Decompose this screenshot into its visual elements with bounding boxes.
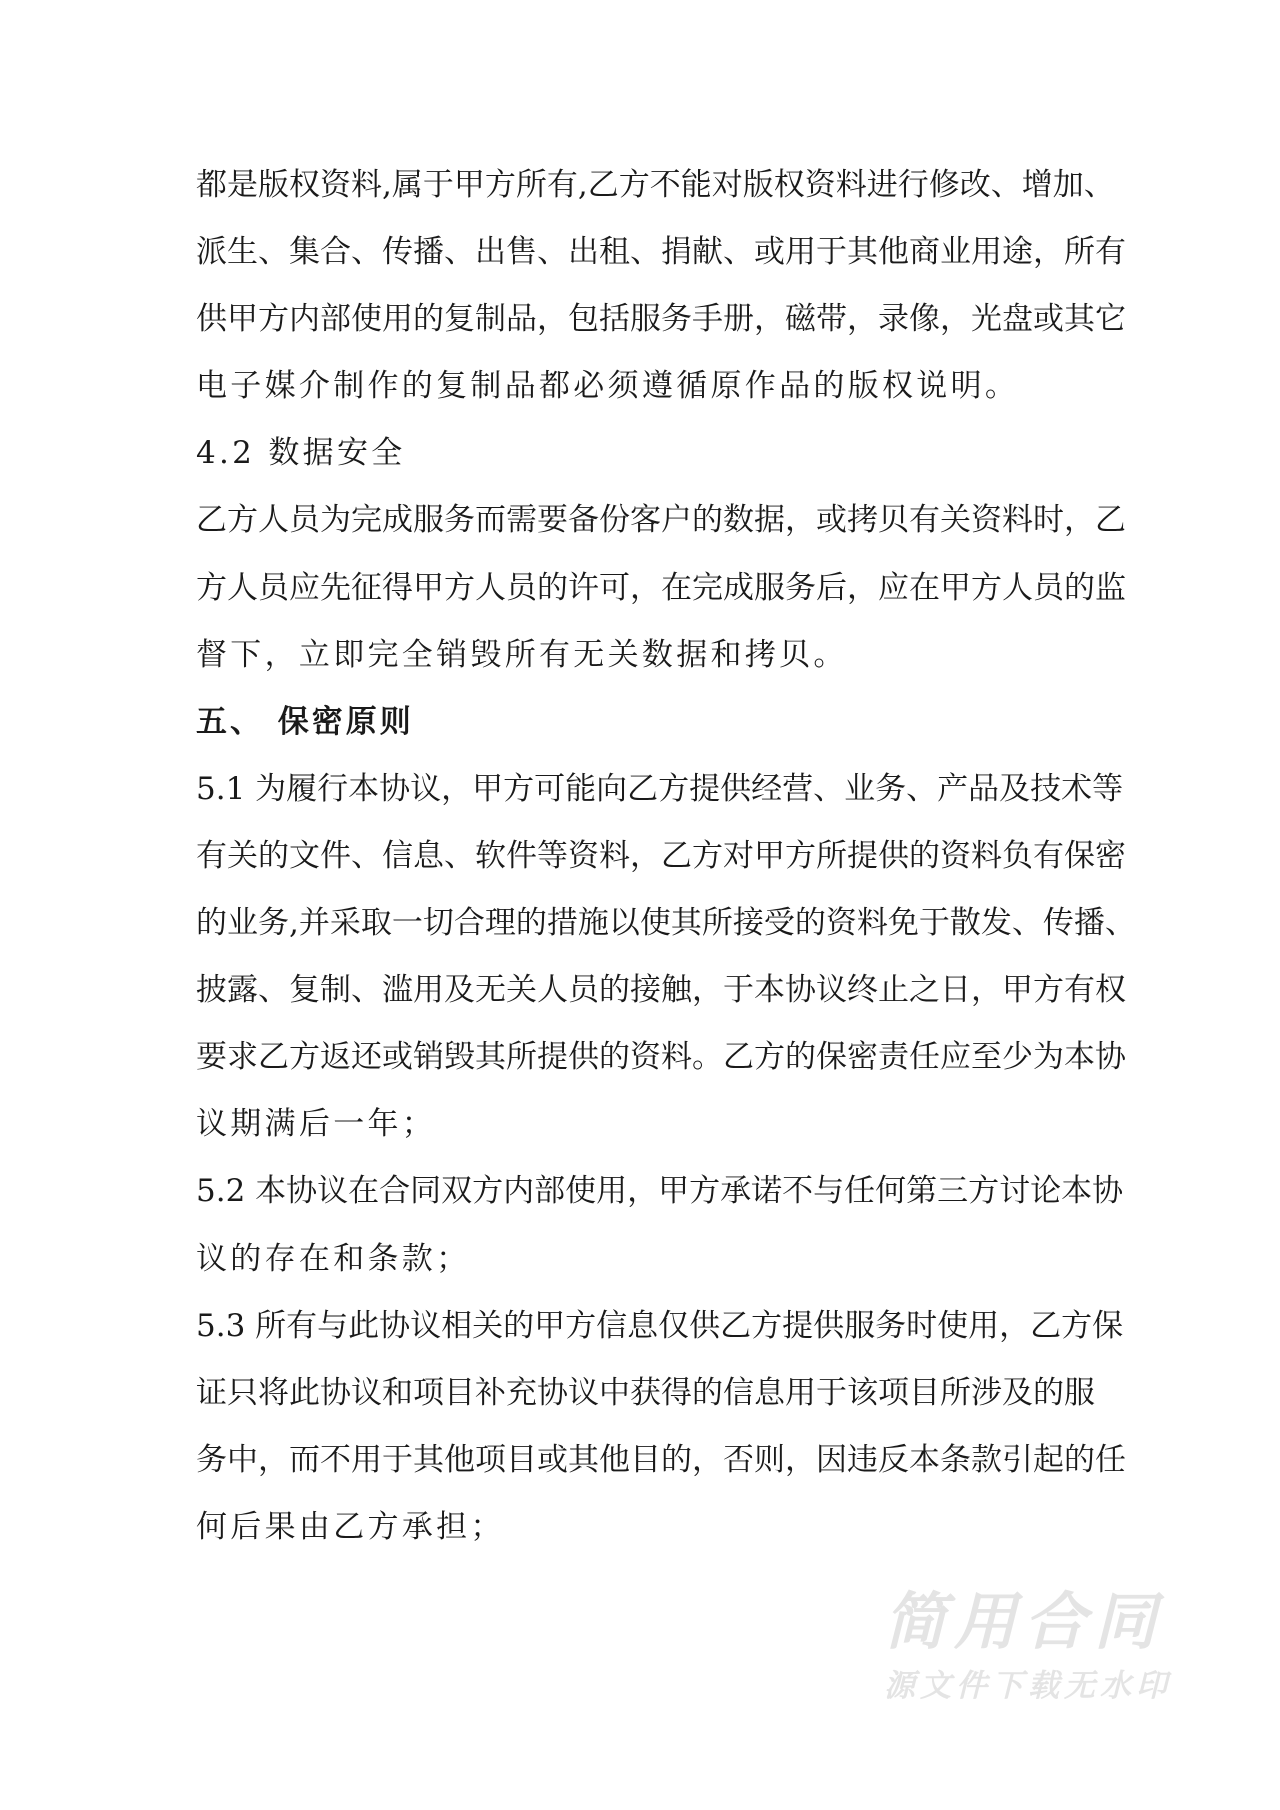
paragraph-line: 督下，立即完全销毁所有无关数据和拷贝。 bbox=[196, 636, 848, 673]
paragraph-line: 有关的文件、信息、软件等资料，乙方对甲方所提供的资料负有保密 bbox=[196, 837, 1126, 874]
watermark-title: 简用合同 bbox=[884, 1585, 1165, 1658]
watermark-subtitle: 源文件下载无水印 bbox=[884, 1668, 1172, 1704]
paragraph-line: 议期满后一年； bbox=[196, 1106, 437, 1143]
subsection-title-4-2: 4.2 数据安全 bbox=[196, 435, 406, 472]
paragraph-line: 的业务,并采取一切合理的措施以使其所接受的资料免于散发、传播、 bbox=[196, 905, 1136, 942]
paragraph-line: 乙方人员为完成服务而需要备份客户的数据，或拷贝有关资料时，乙 bbox=[196, 502, 1126, 539]
paragraph-line: 何后果由乙方承担； bbox=[196, 1508, 505, 1545]
paragraph-line: 披露、复制、滥用及无关人员的接触，于本协议终止之日，甲方有权 bbox=[196, 972, 1126, 1009]
paragraph-line: 议的存在和条款； bbox=[196, 1240, 471, 1277]
paragraph-line: 方人员应先征得甲方人员的许可，在完成服务后，应在甲方人员的监 bbox=[196, 569, 1126, 606]
paragraph-line: 都是版权资料,属于甲方所有,乙方不能对版权资料进行修改、增加、 bbox=[196, 167, 1115, 203]
watermark bbox=[884, 1585, 1184, 1708]
paragraph-line: 供甲方内部使用的复制品，包括服务手册，磁带，录像，光盘或其它 bbox=[196, 301, 1126, 338]
paragraph-line: 派生、集合、传播、出售、出租、捐献、或用于其他商业用途，所有 bbox=[196, 234, 1126, 271]
paragraph-line: 证只将此协议和项目补充协议中获得的信息用于该项目所涉及的服 bbox=[196, 1374, 1095, 1411]
paragraph-line: 电子媒介制作的复制品都必须遵循原作品的版权说明。 bbox=[196, 368, 1020, 405]
document-body bbox=[196, 152, 1136, 1561]
section-heading-5: 五、 保密原则 bbox=[196, 703, 414, 740]
paragraph-line: 要求乙方返还或销毁其所提供的资料。乙方的保密责任应至少为本协 bbox=[196, 1039, 1126, 1076]
clause-5-1-line: 5.1 为履行本协议，甲方可能向乙方提供经营、业务、产品及技术等 bbox=[196, 770, 1124, 807]
clause-5-2-line: 5.2 本协议在合同双方内部使用，甲方承诺不与任何第三方讨论本协 bbox=[196, 1173, 1124, 1210]
paragraph-line: 务中，而不用于其他项目或其他目的，否则，因违反本条款引起的任 bbox=[196, 1441, 1126, 1478]
clause-5-3-line: 5.3 所有与此协议相关的甲方信息仅供乙方提供服务时使用，乙方保 bbox=[196, 1307, 1124, 1344]
